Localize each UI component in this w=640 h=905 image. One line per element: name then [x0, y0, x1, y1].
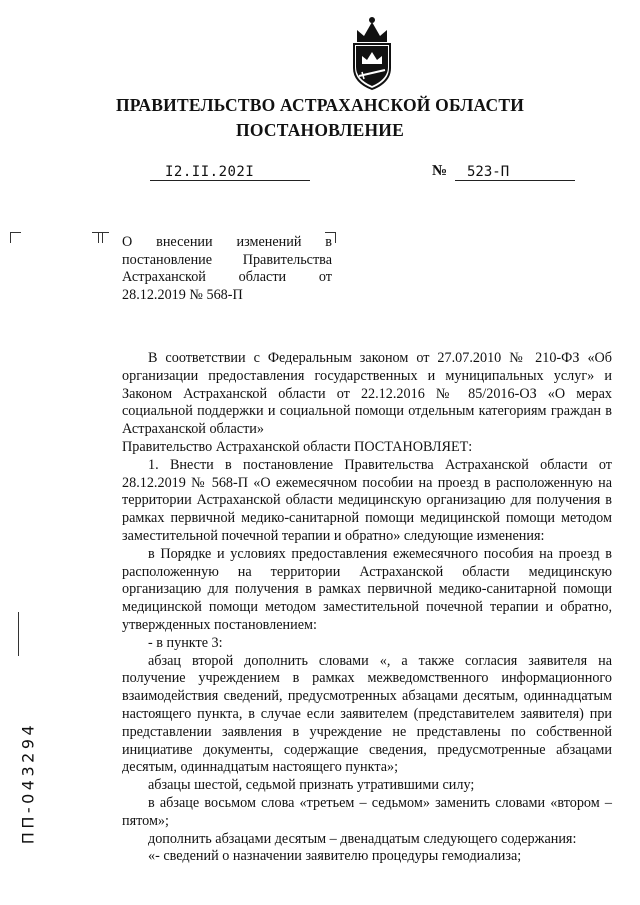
document-date: I2.II.202I [165, 164, 255, 180]
document-number: 523-П [467, 164, 510, 180]
point-3-paragraph: - в пункте 3: [148, 634, 223, 651]
item-1-paragraph: 1. Внести в постановление Правительства Астраханской области от 28.12.2019 № 568-П «О ежемесячном пособии на проезд в расположенную на территории Астраханской области медицинскую организацию для получения в рамках первичной медико-санитарной помощи медицинской помощи методом заместительной почечной терапии и обратно» следующие изменения: [122, 456, 612, 544]
organization-title: ПРАВИТЕЛЬСТВО АСТРАХАНСКОЙ ОБЛАСТИ [115, 95, 525, 115]
number-underline [455, 180, 575, 181]
number-label: № [432, 163, 448, 179]
amendment-paragraph: дополнить абзацами десятым – двенадцатым следующего содержания: [148, 830, 577, 847]
decree-paragraph: Правительство Астраханской области ПОСТАНОВЛЯЕТ: [122, 438, 473, 455]
corner-mark [98, 232, 109, 243]
date-underline [150, 180, 310, 181]
amendment-paragraph: абзац второй дополнить словами «, а также согласия заявителя на получение учреждением в рамках межведомственного информационного взаимодействия сведений, предусмотренных абзацами десятым, одиннадцатым настоящего пункта, в случае если заявителем (представителем заявителя) при представлении заявления в учреждение не представлены по собственной инициативе документы, содержащие сведения, предусмотренные абзацами десятым, одиннадцатым настоящего пункта»; [122, 652, 612, 776]
document-subject: О внесении изменений в постановление Правительства Астраханской области от 28.12.2019 № 568-П [122, 234, 332, 303]
coat-of-arms-emblem [349, 12, 395, 92]
amendment-paragraph: абзацы шестой, седьмой признать утратившими силу; [148, 777, 475, 794]
procedure-paragraph: в Порядке и условиях предоставления ежемесячного пособия на проезд в расположенную на территории Астраханской области медицинскую организацию для получения в рамках первичной медико-санитарной помощи медицинской помощи методом заместительной почечной терапии и обратно, утвержденных постановлением: [122, 545, 612, 633]
document-type-title: ПОСТАНОВЛЕНИЕ [236, 120, 404, 140]
document-body [122, 350, 612, 866]
margin-tick [18, 612, 19, 656]
serial-number [16, 698, 40, 868]
amendment-paragraph: «- сведений о назначении заявителю процедуры гемодиализа; [148, 848, 522, 865]
amendment-paragraph: в абзаце восьмом слова «третьем – седьмом» заменить словами «втором – пятом»; [122, 794, 612, 829]
corner-mark [10, 232, 21, 243]
preamble-paragraph: В соответствии с Федеральным законом от 27.07.2010 № 210-ФЗ «Об организации предоставления государственных и муниципальных услуг» и Законом Астраханской области от 22.12.2016 № 85/2016-ОЗ «О мерах социальной поддержки и социальной помощи отдельным категориям граждан в Астраханской области» [122, 350, 612, 438]
serial-number-text: ПП-043294 [18, 721, 38, 845]
